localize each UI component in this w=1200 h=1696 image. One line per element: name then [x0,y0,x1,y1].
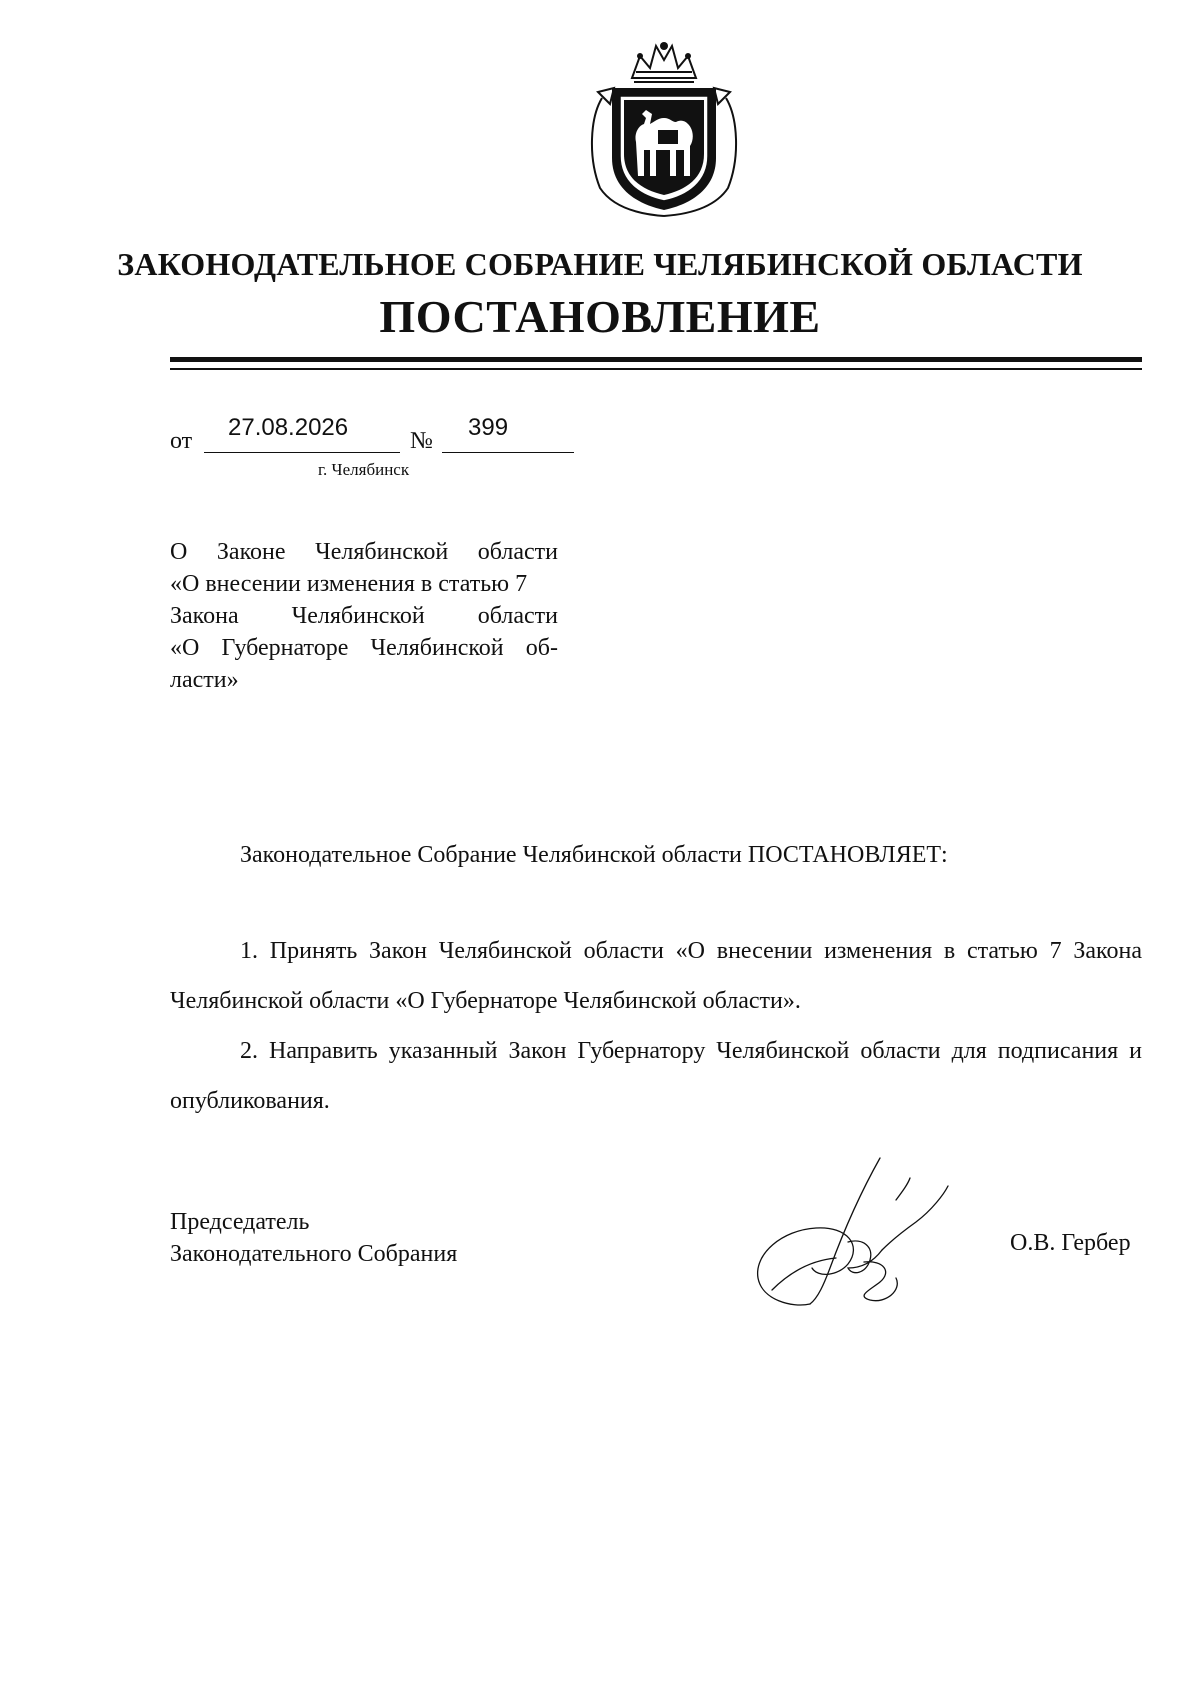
resolution-item: 1. Принять Закон Челябинской области «О внесении изменения в статью 7 Закона Челябинской области «О Губернаторе Челябинской области». [170,938,1142,1014]
subject-line: О Законе Челябинской области [170,539,558,565]
preamble-text: Законодательное Собрание Челябинской области ПОСТАНОВЛЯЕТ: [240,842,948,868]
signer-name: О.В. Гербер [1010,1230,1131,1256]
date-underline [204,452,400,453]
date-value: 27.08.2026 [228,414,349,441]
signer-title-line: Законодательного Собрания [170,1241,458,1267]
subject-line: Закона Челябинской области [170,603,558,629]
number-value: 399 [468,414,509,441]
document-subject [170,536,558,696]
signer-title-line: Председатель [170,1209,310,1235]
signer-title [170,1206,457,1270]
resolution-item: 2. Направить указанный Закон Губернатору Челябинской области для подписания и опубликования. [170,1038,1142,1114]
document-type-title: ПОСТАНОВЛЕНИЕ [379,291,821,342]
handwritten-signature [752,1150,982,1310]
subject-line: «О внесении изменения в статью 7 [170,571,528,597]
header-rule-thin [170,368,1142,370]
date-label: от [170,428,193,454]
organization-name: ЗАКОНОДАТЕЛЬНОЕ СОБРАНИЕ ЧЕЛЯБИНСКОЙ ОБЛАСТИ [117,246,1083,282]
subject-line: «О Губернаторе Челябинской об- [170,635,558,661]
number-underline [442,452,574,453]
coat-of-arms-icon [584,38,744,220]
number-label: № [410,428,433,454]
header-rule-thick [170,357,1142,362]
subject-line: ласти» [170,667,239,693]
city-label: г. Челябинск [318,460,410,479]
